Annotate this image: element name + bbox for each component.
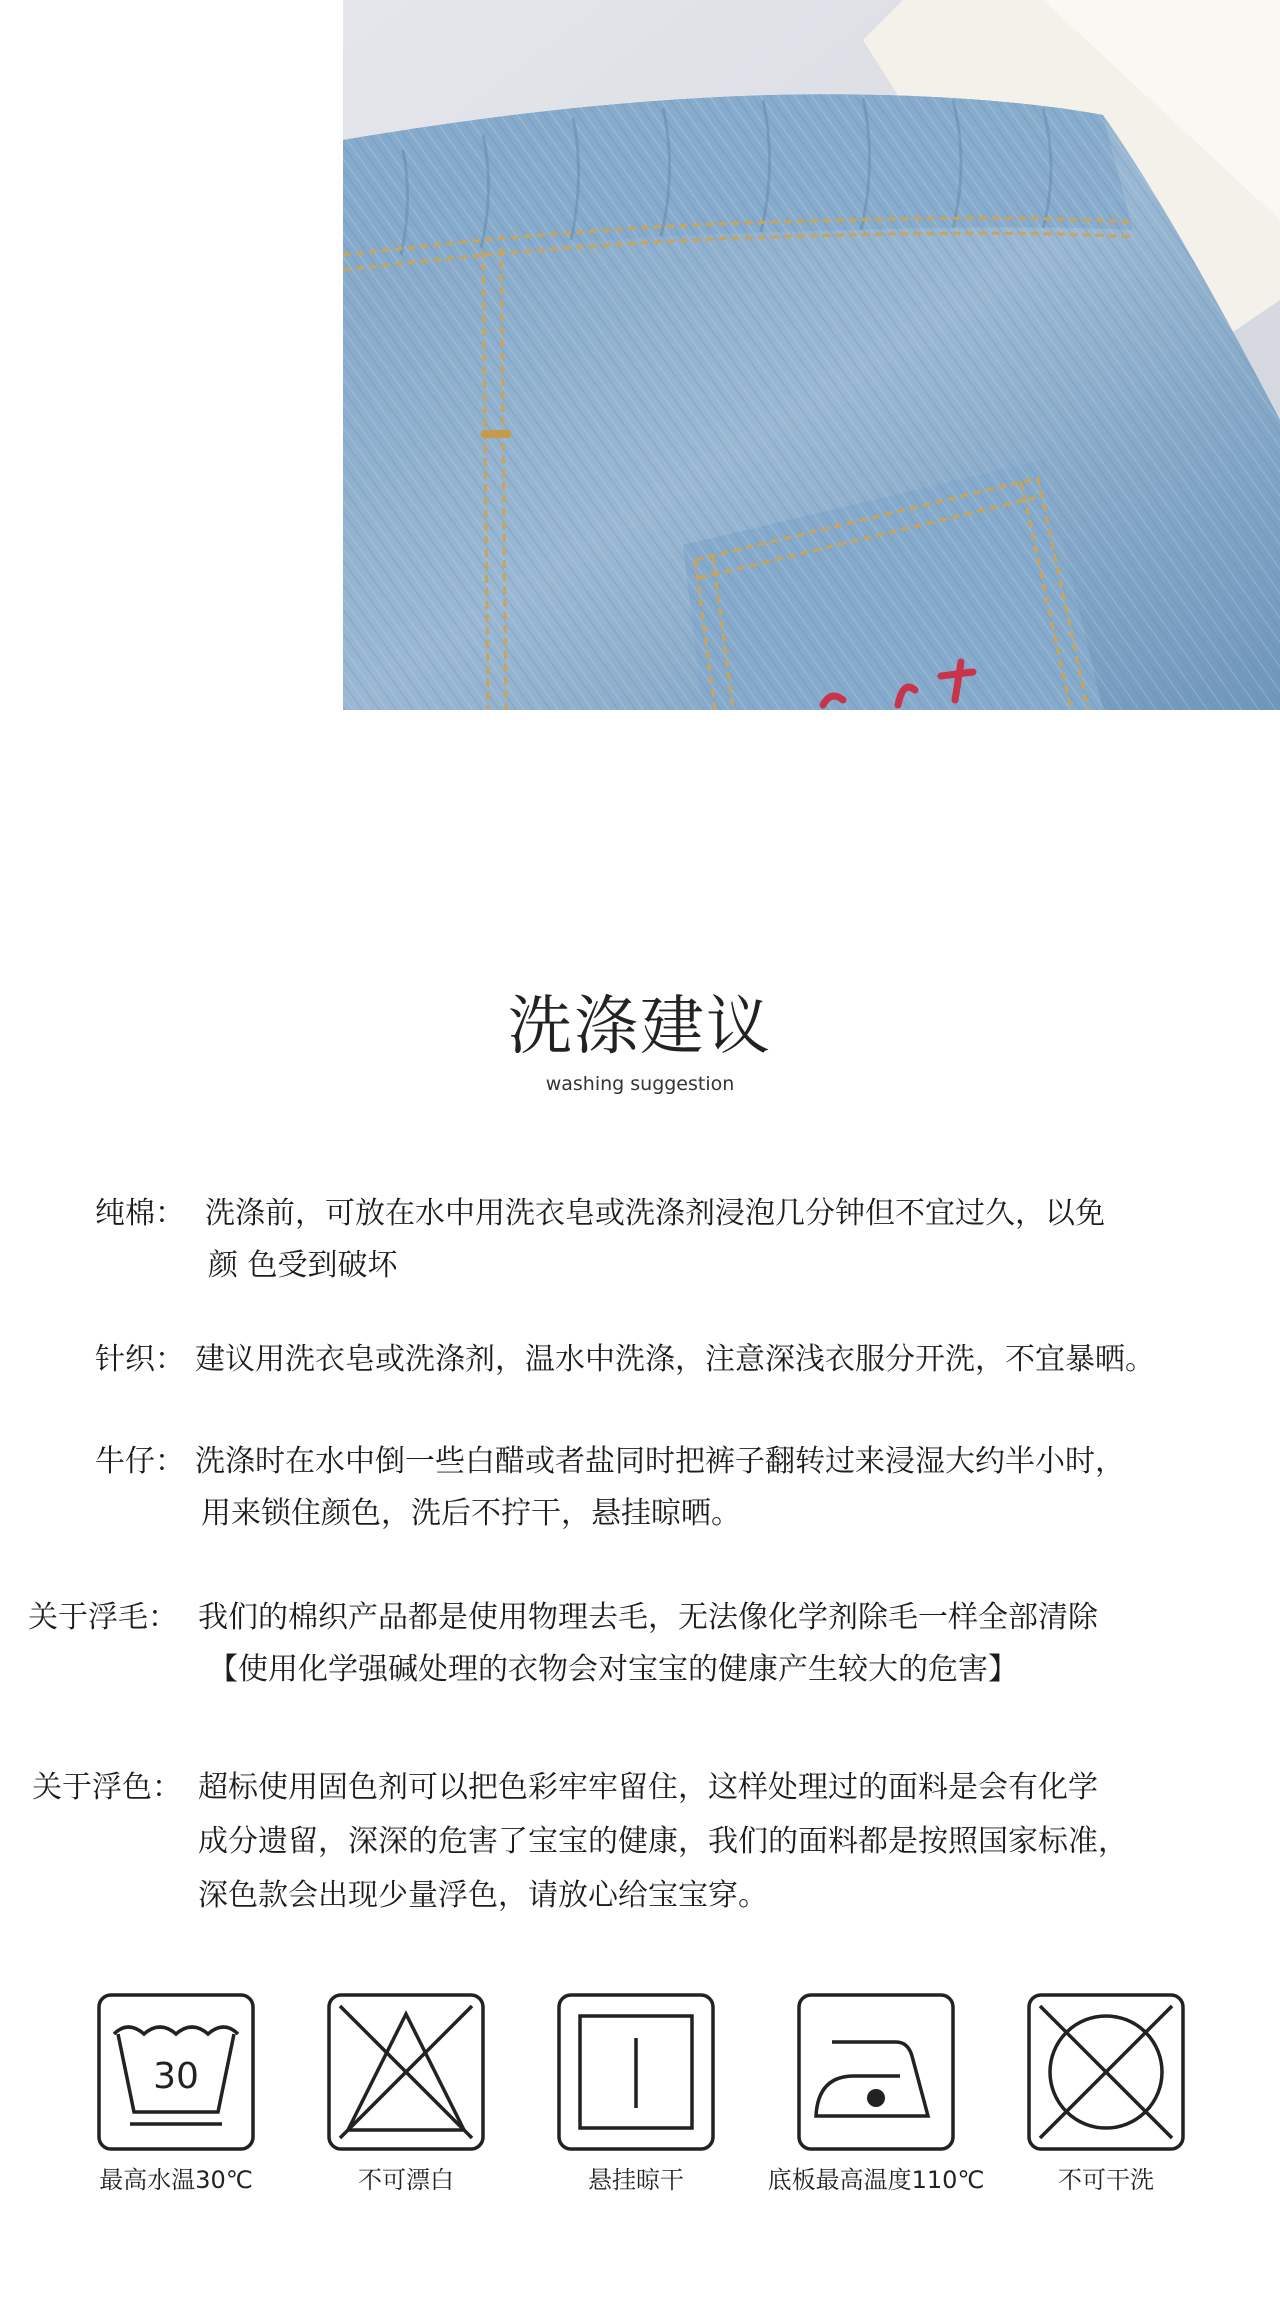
section-label: 针织： xyxy=(95,1342,185,1377)
care-label: 不可漂白 xyxy=(358,2166,454,2194)
section-line: 超标使用固色剂可以把色彩牢牢留住，这样处理过的面料是会有化学 xyxy=(198,1770,1098,1805)
section-label: 纯棉： xyxy=(95,1196,185,1231)
care-label: 悬挂晾干 xyxy=(588,2166,684,2194)
section-line: 颜 色受到破坏 xyxy=(208,1248,398,1283)
section-line: 洗涤时在水中倒一些白醋或者盐同时把裤子翻转过来浸湿大约半小时， xyxy=(195,1444,1125,1479)
section-title: 洗涤建议 xyxy=(508,990,772,1064)
wash-30-icon xyxy=(96,1992,256,2152)
product-photo xyxy=(343,0,1280,710)
wash-temperature-number: 30 xyxy=(153,2056,199,2097)
section-line: 建议用洗衣皂或洗涤剂，温水中洗涤，注意深浅衣服分开洗，不宜暴晒。 xyxy=(195,1342,1155,1377)
section-line: 用来锁住颜色，洗后不拧干，悬挂晾晒。 xyxy=(201,1496,741,1531)
hang-dry-icon xyxy=(556,1992,716,2152)
section-line: 洗涤前，可放在水中用洗衣皂或洗涤剂浸泡几分钟但不宜过久，以免 xyxy=(205,1196,1105,1231)
section-line: 深色款会出现少量浮色，请放心给宝宝穿。 xyxy=(198,1878,768,1913)
section-line: 成分遗留，深深的危害了宝宝的健康，我们的面料都是按照国家标准， xyxy=(198,1824,1128,1859)
care-label: 不可干洗 xyxy=(1058,2166,1154,2194)
section-label: 牛仔： xyxy=(95,1444,185,1479)
section-line: 【使用化学强碱处理的衣物会对宝宝的健康产生较大的危害】 xyxy=(208,1652,1018,1687)
care-label: 底板最高温度110℃ xyxy=(767,2166,985,2194)
no-dry-clean-icon xyxy=(1026,1992,1186,2152)
iron-110-icon xyxy=(796,1992,956,2152)
care-label: 最高水温30℃ xyxy=(99,2166,253,2194)
section-line: 我们的棉织产品都是使用物理去毛，无法像化学剂除毛一样全部清除 xyxy=(198,1600,1098,1635)
section-label: 关于浮毛： xyxy=(28,1600,178,1635)
section-subtitle: washing suggestion xyxy=(545,1073,735,1095)
section-label: 关于浮色： xyxy=(32,1770,182,1805)
no-bleach-icon xyxy=(326,1992,486,2152)
